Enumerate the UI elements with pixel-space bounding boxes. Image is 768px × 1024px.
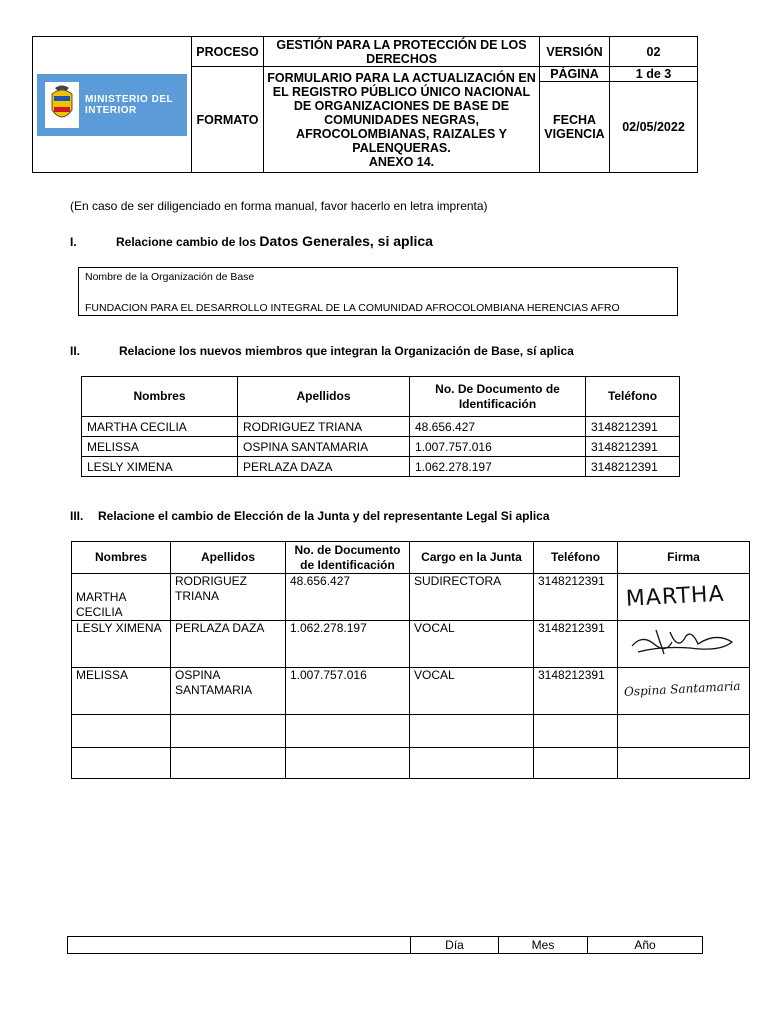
header-nombres: Nombres — [82, 377, 238, 417]
cell-nombres: LESLY XIMENA — [72, 621, 171, 668]
signature-lesly — [618, 621, 750, 668]
cell-documento: 48.656.427 — [410, 417, 586, 437]
table-row — [82, 417, 680, 437]
cell-apellidos: RODRIGUEZ TRIANA — [171, 574, 286, 621]
ministerio-logo — [37, 74, 187, 136]
pagina-label: PÁGINA — [540, 67, 610, 82]
table-row — [82, 437, 680, 457]
cell-telefono: 3148212391 — [586, 437, 680, 457]
fecha-label: FECHA VIGENCIA — [540, 82, 610, 173]
formato-annex: ANEXO 14. — [368, 154, 435, 169]
proceso-value: GESTIÓN PARA LA PROTECCIÓN DE LOS DERECHOS — [264, 37, 540, 67]
instruction-note: (En caso de ser diligenciado en forma manual, favor hacerlo en letra imprenta) — [70, 199, 488, 213]
cell-cargo: SUDIRECTORA — [410, 574, 534, 621]
signature-scribble-icon — [620, 622, 748, 662]
section-2-number: II. — [70, 344, 81, 358]
cell-documento: 1.062.278.197 — [410, 457, 586, 477]
table-row — [72, 574, 750, 621]
cell-apellidos: OSPINA SANTAMARIA — [171, 668, 286, 715]
cell-documento: 1.007.757.016 — [286, 668, 410, 715]
cell-apellidos: PERLAZA DAZA — [238, 457, 410, 477]
table-header-row — [72, 542, 750, 574]
cell-telefono: 3148212391 — [534, 621, 618, 668]
version-label: VERSIÓN — [540, 37, 610, 67]
header-cargo: Cargo en la Junta — [410, 542, 534, 574]
coat-of-arms-icon — [45, 78, 79, 132]
cell-telefono: 3148212391 — [586, 457, 680, 477]
document-header — [32, 36, 698, 173]
footer-mes: Mes — [499, 937, 588, 954]
section-1-title-b: Datos Generales, si aplica — [259, 233, 433, 249]
section-3-heading — [70, 509, 550, 523]
organization-name-box — [78, 267, 678, 316]
cell-documento: 1.062.278.197 — [286, 621, 410, 668]
formato-value — [264, 67, 540, 173]
proceso-label: PROCESO — [192, 37, 264, 67]
cell-telefono: 3148212391 — [586, 417, 680, 437]
organization-name-value: FUNDACION PARA EL DESARROLLO INTEGRAL DE LA COMUNIDAD AFROCOLOMBIANA HERENCIAS AFRO — [85, 302, 620, 314]
cell-documento: 1.007.757.016 — [410, 437, 586, 457]
section-3-number: III. — [70, 509, 84, 523]
table-header-row — [82, 377, 680, 417]
cell-apellidos: RODRIGUEZ TRIANA — [238, 417, 410, 437]
formato-title: FORMULARIO PARA LA ACTUALIZACIÓN EN EL REGISTRO PÚBLICO ÚNICO NACIONAL DE ORGANIZACIONES DE BASE DE COMUNIDADES NEGRAS, AFROCOLOMBIANAS, RAIZALES Y PALENQUERAS. — [267, 70, 536, 155]
footer-ano: Año — [588, 937, 703, 954]
cell-nombres: MARTHA CECILIA — [72, 574, 171, 621]
footer-dia: Día — [411, 937, 499, 954]
section-1-number: I. — [70, 235, 77, 249]
pagina-value: 1 de 3 — [610, 67, 698, 82]
version-value: 02 — [610, 37, 698, 67]
cell-cargo: VOCAL — [410, 621, 534, 668]
logo-cell — [33, 37, 192, 173]
table-row — [82, 457, 680, 477]
header-telefono: Teléfono — [534, 542, 618, 574]
table-row-empty — [72, 748, 750, 779]
signature-martha — [618, 574, 750, 621]
logo-text: MINISTERIO DEL INTERIOR — [85, 93, 173, 116]
cell-apellidos: PERLAZA DAZA — [171, 621, 286, 668]
table-row-empty — [72, 715, 750, 748]
signature-melissa-text: Ospina Santamaria — [623, 678, 741, 699]
section-1-heading — [70, 233, 433, 249]
signature-melissa — [618, 668, 750, 715]
new-members-table — [81, 376, 680, 477]
table-row — [72, 668, 750, 715]
cell-nombres: MARTHA CECILIA — [82, 417, 238, 437]
signature-martha-text: MARTHA — [624, 581, 725, 612]
organization-name-label: Nombre de la Organización de Base — [85, 271, 255, 283]
header-firma: Firma — [618, 542, 750, 574]
formato-label: FORMATO — [192, 67, 264, 173]
cell-telefono: 3148212391 — [534, 574, 618, 621]
section-2-title: Relacione los nuevos miembros que integran la Organización de Base, sí aplica — [119, 344, 574, 358]
footer-blank-cell — [68, 937, 411, 954]
section-3-title: Relacione el cambio de Elección de la Junta y del representante Legal Si aplica — [98, 509, 550, 523]
cell-nombres: MELISSA — [72, 668, 171, 715]
section-1-title-a: Relacione cambio de los — [116, 235, 257, 249]
date-footer — [67, 936, 703, 954]
cell-nombres: LESLY XIMENA — [82, 457, 238, 477]
header-nombres: Nombres — [72, 542, 171, 574]
section-2-heading — [70, 344, 574, 358]
header-documento: No. de Documento de Identificación — [286, 542, 410, 574]
board-election-table — [71, 541, 750, 779]
header-apellidos: Apellidos — [171, 542, 286, 574]
cell-apellidos: OSPINA SANTAMARIA — [238, 437, 410, 457]
header-apellidos: Apellidos — [238, 377, 410, 417]
table-row — [72, 621, 750, 668]
cell-documento: 48.656.427 — [286, 574, 410, 621]
cell-cargo: VOCAL — [410, 668, 534, 715]
header-documento: No. De Documento de Identificación — [410, 377, 586, 417]
header-telefono: Teléfono — [586, 377, 680, 417]
cell-telefono: 3148212391 — [534, 668, 618, 715]
cell-nombres: MELISSA — [82, 437, 238, 457]
fecha-value: 02/05/2022 — [610, 82, 698, 173]
